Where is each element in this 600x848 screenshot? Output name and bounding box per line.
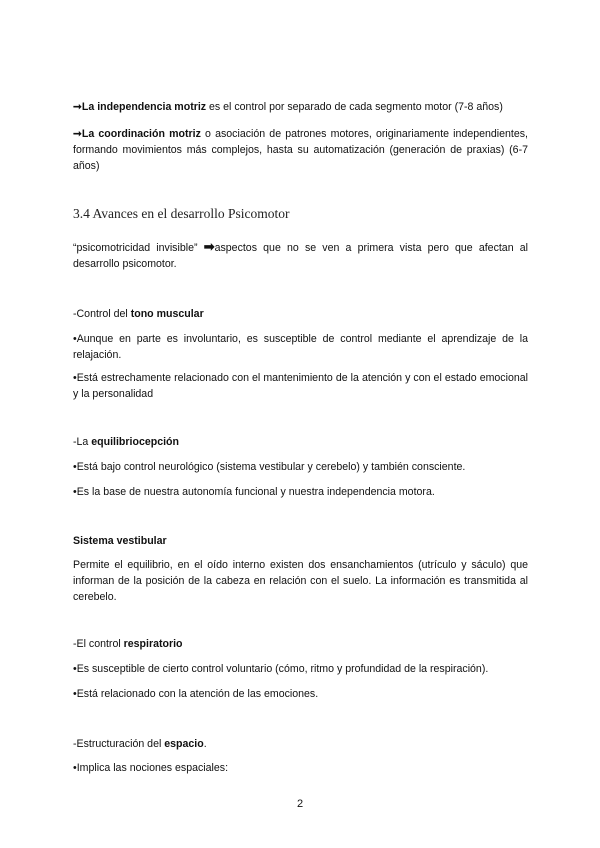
list-item: •Está estrechamente relacionado con el mantenimiento de la atención y con el estado emocional y la personalidad (73, 372, 528, 400)
arrow-icon: ➞ (73, 128, 82, 140)
independence-paragraph: ➞La independencia motriz es el control por separado de cada segmento motor (7-8 años) (73, 101, 503, 113)
term-independencia: La independencia motriz (81, 101, 207, 113)
term-coordinacion: La coordinación motriz (81, 128, 201, 140)
vestibular-paragraph: Permite el equilibrio, en el oído interno existen dos ensanchamientos (utrículo y sáculo) que informan de la posición de la cabeza en relación con el suelo. La información es transmitida al cerebelo. (73, 559, 528, 603)
equilibrio-heading: -La equilibriocepción (73, 436, 179, 448)
arrow-icon: ➞ (73, 101, 82, 113)
list-item: •Es susceptible de cierto control voluntario (cómo, ritmo y profundidad de la respiración). (73, 663, 489, 675)
list-item: •Está relacionado con la atención de las emociones. (73, 688, 319, 700)
coordination-paragraph: ➞La coordinación motriz o asociación de patrones motores, originariamente independientes, formando movimientos más complejos, hasta su automatización (generación de praxias) (6-7 años) (73, 128, 528, 172)
list-item: •Aunque en parte es involuntario, es susceptible de control mediante el aprendizaje de la relajación. (73, 333, 528, 361)
espacio-heading: -Estructuración del espacio. (73, 738, 207, 750)
list-item: •Implica las nociones espaciales: (73, 762, 229, 774)
list-item: •Es la base de nuestra autonomía funcional y nuestra independencia motora. (73, 486, 435, 498)
tono-heading: -Control del tono muscular (73, 308, 204, 320)
list-item: •Está bajo control neurológico (sistema vestibular y cerebelo) y también consciente. (73, 461, 466, 473)
section-heading: 3.4 Avances en el desarrollo Psicomotor (73, 206, 290, 221)
vestibular-heading: Sistema vestibular (73, 535, 167, 547)
right-arrow-icon: ➡ (203, 239, 215, 254)
page-number: 2 (296, 798, 304, 810)
invisible-psychomotricity-paragraph: “psicomotricidad invisible” ➡aspectos que no se ven a primera vista pero que afectan al desarrollo psicomotor. (73, 239, 529, 270)
document-page (73, 0, 528, 848)
respiratorio-heading: -El control respiratorio (73, 638, 183, 650)
